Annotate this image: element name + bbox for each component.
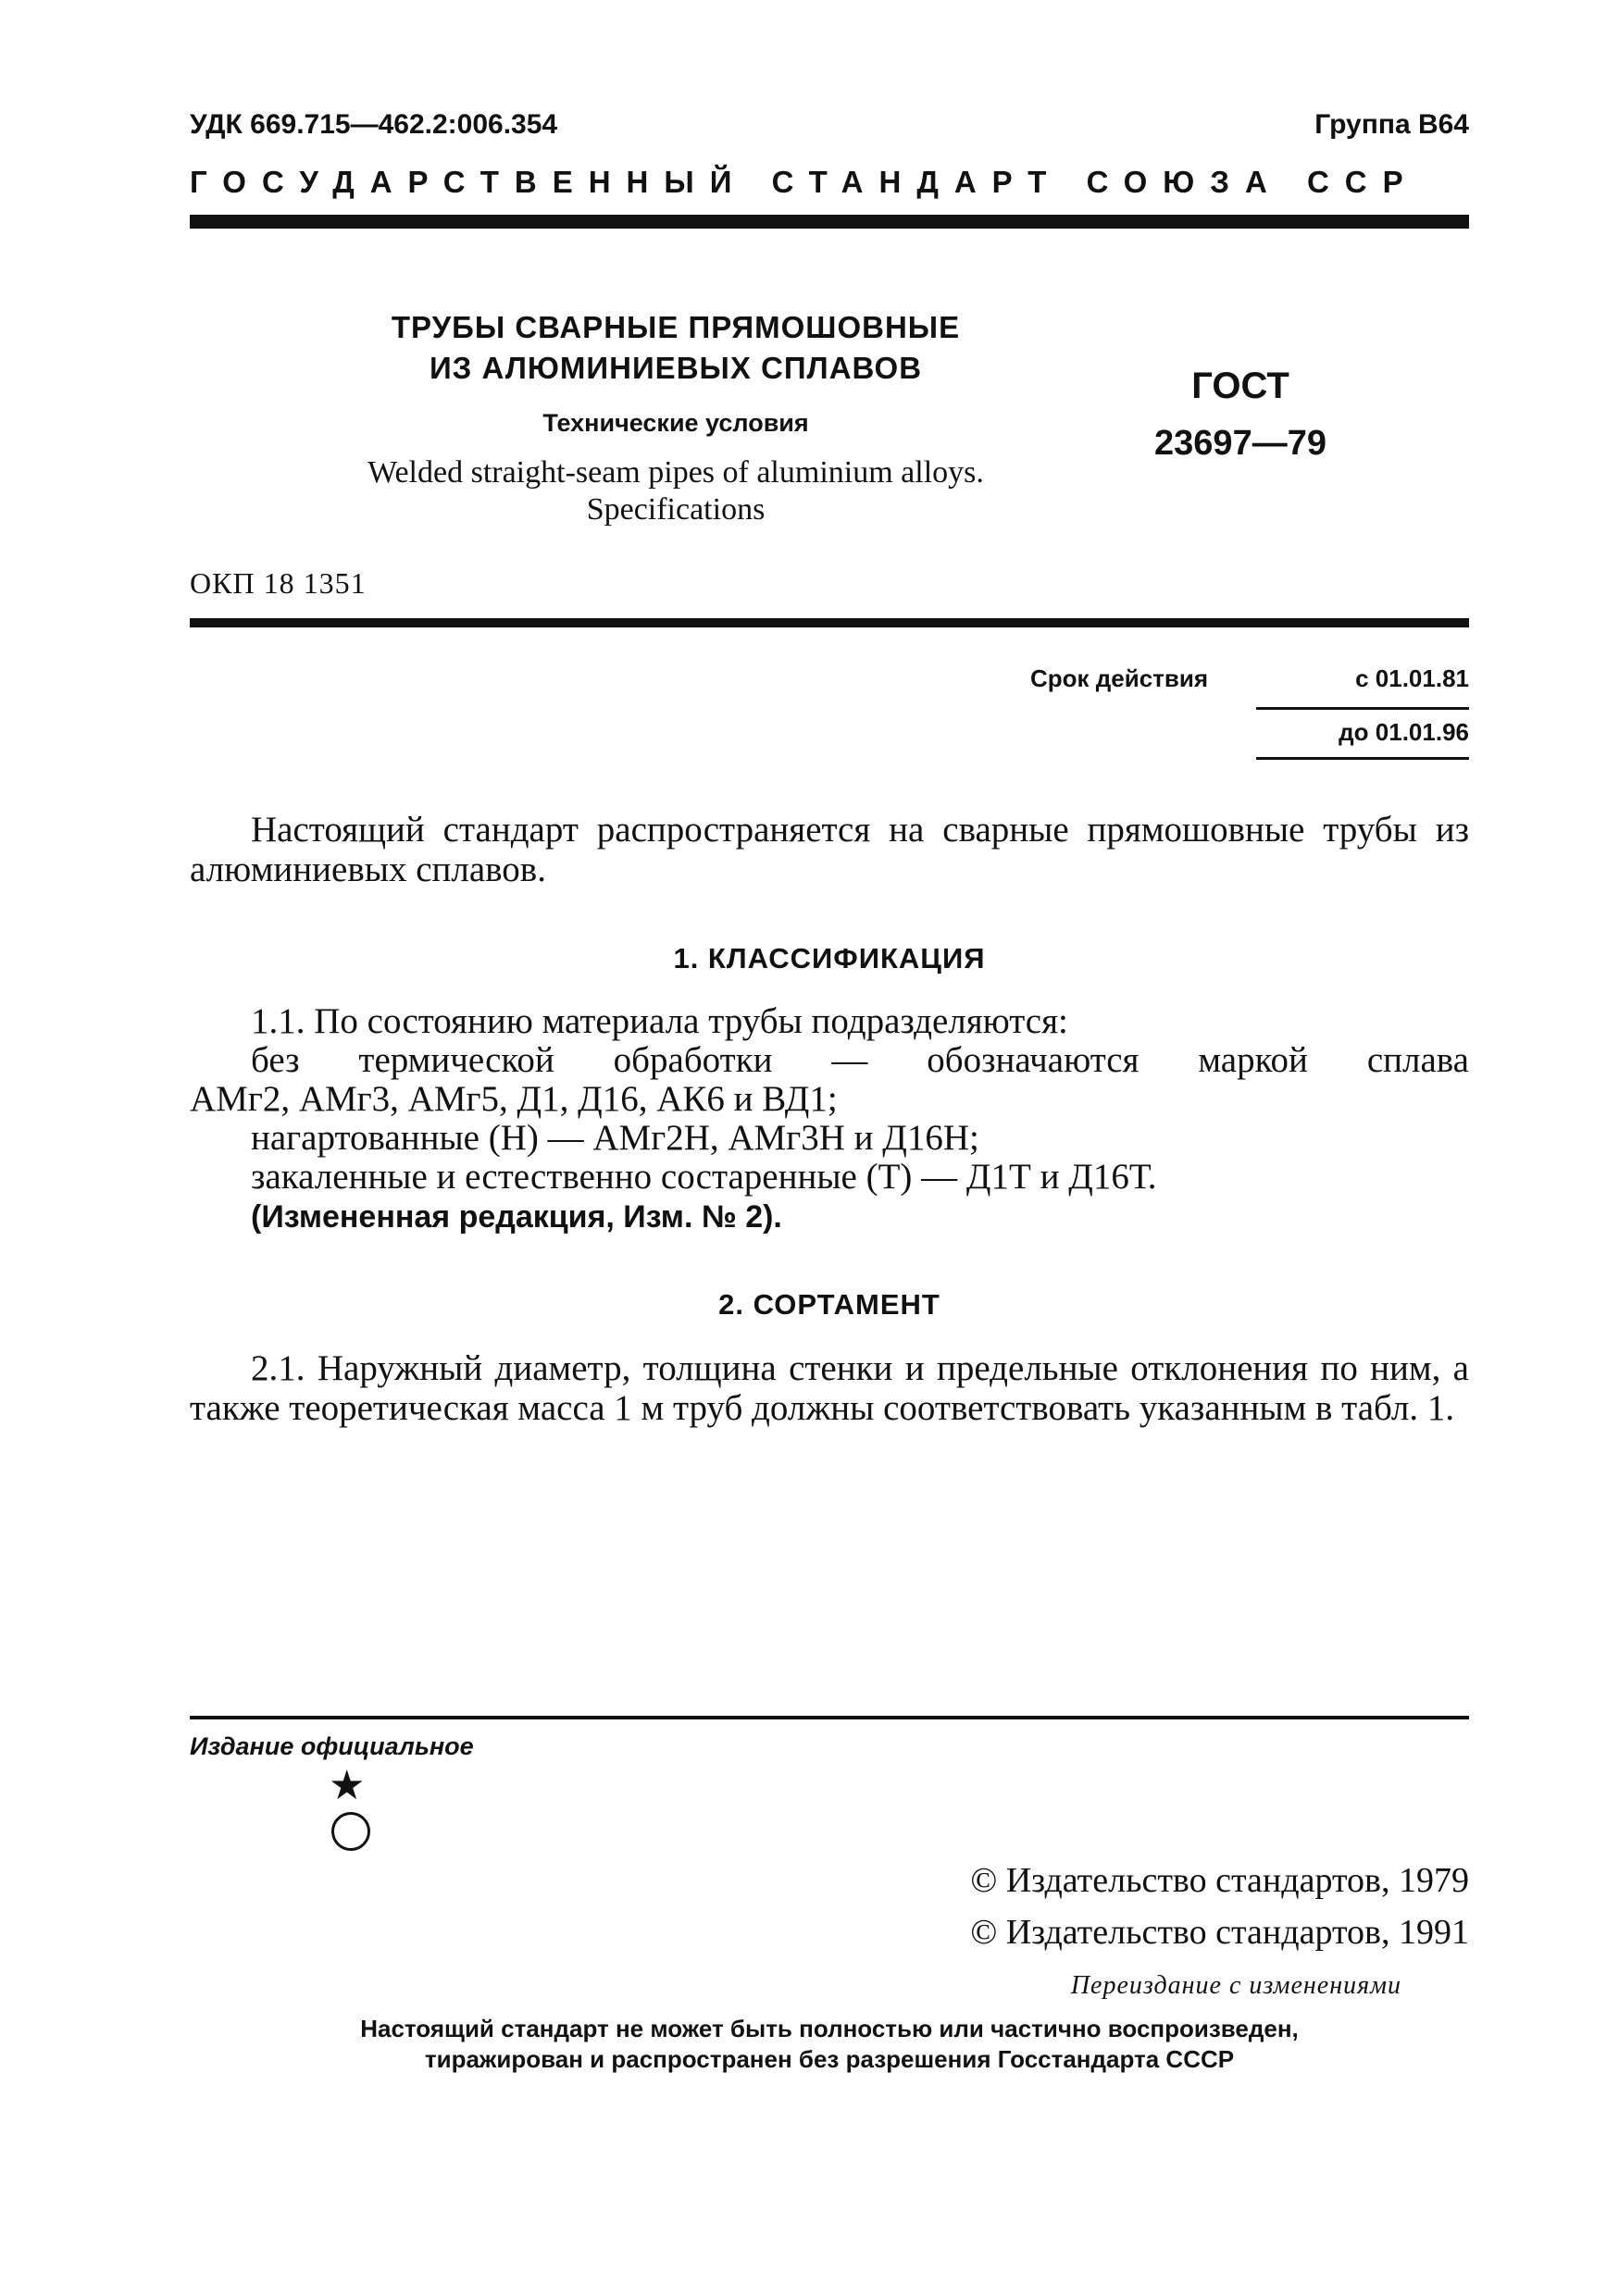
section-1-amendment: (Измененная редакция, Изм. № 2). [251, 1199, 782, 1235]
state-standard-title: ГОСУДАРСТВЕННЫЙ СТАНДАРТ СОЮЗА ССР [190, 165, 1419, 199]
copyright-1991: © Издательство стандартов, 1991 [970, 1913, 1469, 1952]
gost-designation [1120, 366, 1361, 464]
validity-from: с 01.01.81 [1355, 664, 1469, 692]
title-line-1: ТРУБЫ СВАРНЫЕ ПРЯМОШОВНЫЕ [391, 310, 961, 344]
section-2-clause-2-1: 2.1. Наружный диаметр, толщина стенки и предельные отклонения по ним, а также теоретическая масса 1 м труб должны соответствовать указанным в табл. 1. [190, 1348, 1469, 1428]
section-2-heading: 2. СОРТАМЕНТ [718, 1288, 940, 1321]
validity-rule-2 [1256, 757, 1469, 760]
english-title [278, 454, 1074, 528]
title-subtitle: Технические условия [542, 409, 809, 437]
okp-code: ОКП 18 1351 [190, 566, 367, 600]
gost-label: ГОСТ [1191, 366, 1289, 406]
validity-label: Срок действия [1030, 664, 1209, 692]
star-icon: ★ [329, 1763, 366, 1808]
group-code: Группа В64 [1314, 109, 1469, 140]
section-1-line-5: закаленные и естественно состаренные (Т) — Д1Т и Д16Т. [251, 1157, 1157, 1197]
copyright-1979: © Издательство стандартов, 1979 [970, 1861, 1469, 1900]
notice-line-1: Настоящий стандарт не может быть полностью или частично воспроизведен, [360, 2015, 1299, 2042]
validity-to: до 01.01.96 [1339, 718, 1469, 746]
title-line-2: ИЗ АЛЮМИНИЕВЫХ СПЛАВОВ [429, 351, 923, 385]
section-1-line-4: нагартованные (Н) — АМг2Н, АМг3Н и Д16Н; [251, 1118, 979, 1158]
footer-rule [190, 1716, 1469, 1719]
section-1-heading: 1. КЛАССИФИКАЦИЯ [673, 942, 986, 974]
english-title-line-1: Welded straight-seam pipes of aluminium alloys. [367, 455, 984, 490]
official-edition-label: Издание официальное [190, 1732, 474, 1760]
section-1-line-2: без термической обработки — обозначаются маркой сплава [251, 1040, 1469, 1080]
english-title-line-2: Specifications [586, 492, 766, 527]
section-1-line-3: АМг2, АМг3, АМг5, Д1, Д16, АК6 и ВД1; [190, 1079, 838, 1119]
reproduction-notice [190, 2014, 1469, 2075]
gost-number: 23697—79 [1154, 424, 1326, 463]
reissue-note: Переиздание с изменениями [1070, 1971, 1401, 2000]
intro-paragraph: Настоящий стандарт распространяется на сварные прямошовные трубы из алюминиевых сплавов. [190, 810, 1469, 889]
header-rule [190, 215, 1469, 229]
validity-rule [1256, 707, 1469, 710]
udk-code: УДК 669.715—462.2:006.354 [190, 109, 558, 140]
title-rule [190, 618, 1469, 627]
circle-icon [331, 1812, 370, 1851]
document-title [278, 307, 1074, 528]
section-1-clause-1-1: 1.1. По состоянию материала трубы подразделяются: [251, 1001, 1068, 1041]
notice-line-2: тиражирован и распространен без разрешения Госстандарта СССР [424, 2045, 1235, 2073]
